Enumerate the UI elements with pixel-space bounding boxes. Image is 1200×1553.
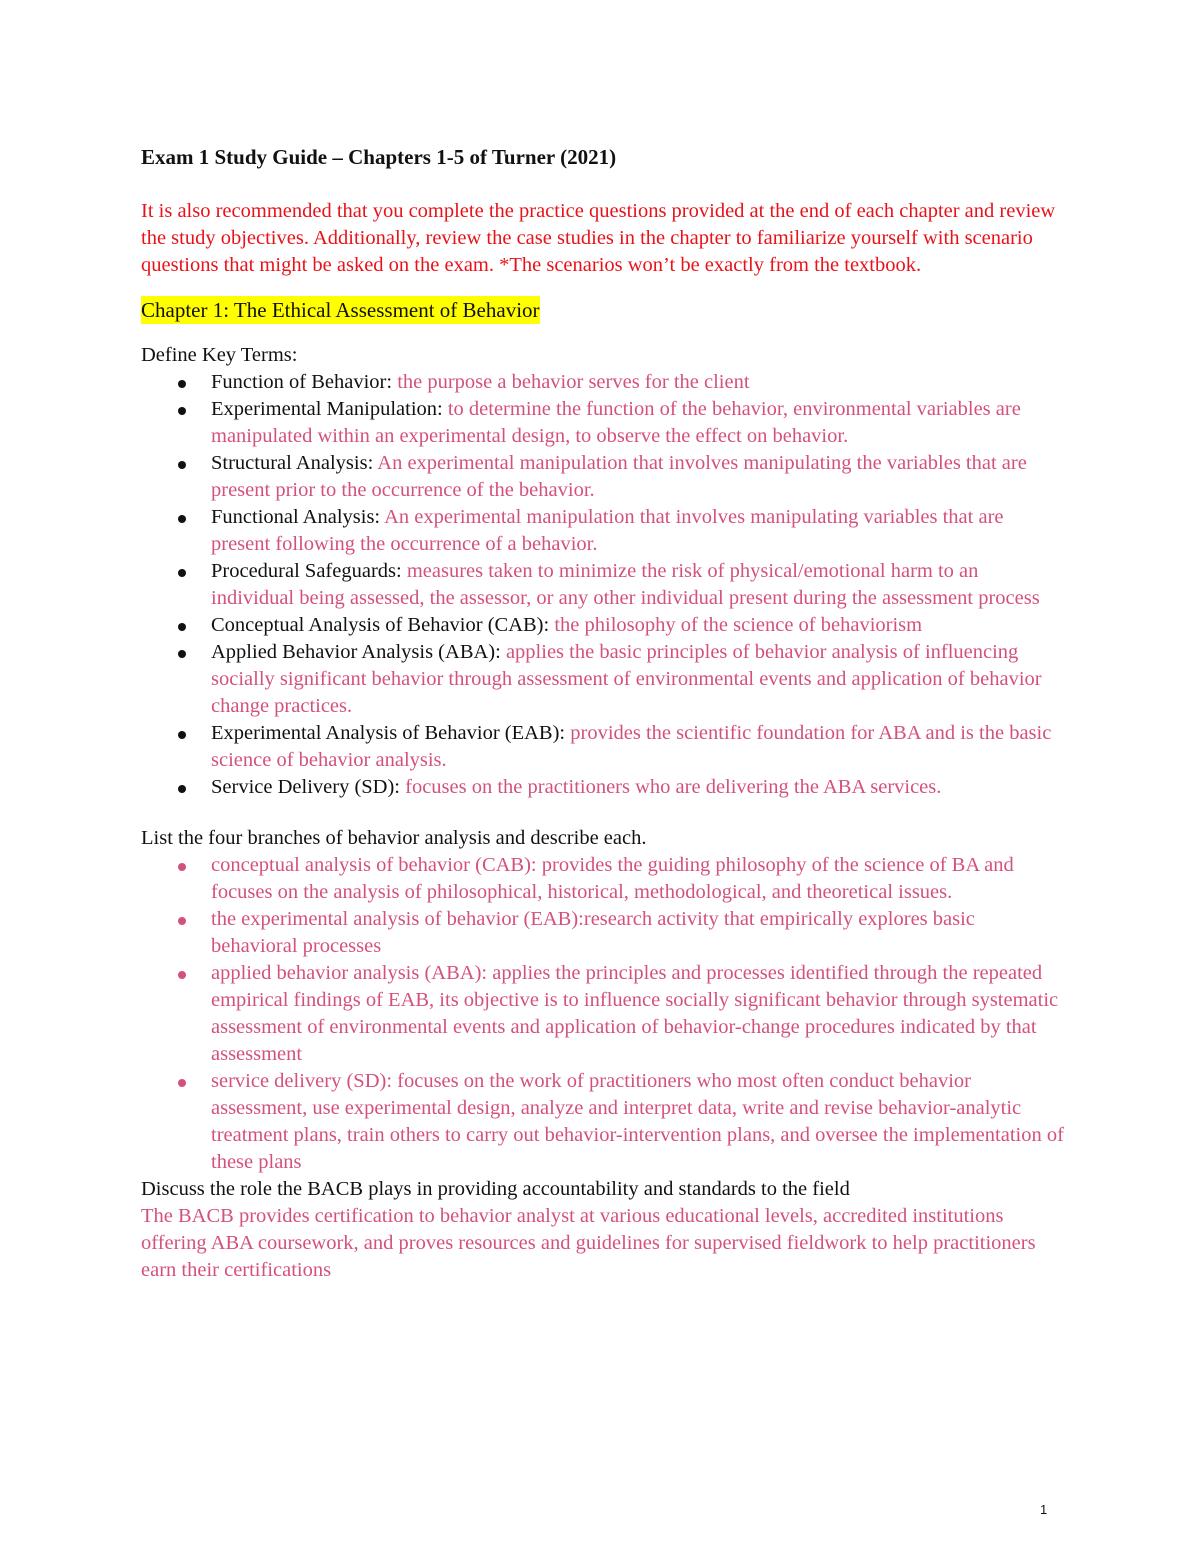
bacb-prompt: Discuss the role the BACB plays in providing accountability and standards to the field	[141, 1178, 850, 1200]
branches-prompt: List the four branches of behavior analysis and describe each.	[141, 827, 647, 849]
key-terms-prompt: Define Key Terms:	[141, 344, 298, 366]
branch-item	[141, 852, 1066, 906]
key-term-item	[141, 612, 1066, 639]
term-definition: focuses on the practitioners who are delivering the ABA services.	[405, 776, 942, 798]
branch-text: service delivery (SD): focuses on the work of practitioners who most often conduct behavior assessment, use experimental design, analyze and interpret data, write and revise behavior-analytic treatment plans, train others to carry out behavior-intervention plans, and oversee the implementation of these plans	[211, 1070, 1064, 1173]
term-label: Functional Analysis:	[211, 506, 385, 528]
key-term-item	[141, 450, 1066, 504]
bullet-icon	[178, 461, 186, 469]
bacb-answer: The BACB provides certification to behavior analyst at various educational levels, accredited institutions offering ABA coursework, and proves resources and guidelines for supervised fieldwork to help practitioners earn their certifications	[141, 1205, 1036, 1281]
study-note: It is also recommended that you complete the practice questions provided at the end of each chapter and review the study objectives. Additionally, review the case studies in the chapter to familiarize yourself with scenario questions that might be asked on the exam. *The scenarios won’t be exactly from the textbook.	[141, 200, 1056, 276]
branches-list	[141, 852, 1066, 1176]
term-label: Structural Analysis:	[211, 452, 378, 474]
chapter-heading: Chapter 1: The Ethical Assessment of Behavior	[141, 298, 540, 322]
key-term-item	[141, 720, 1066, 774]
term-label: Experimental Analysis of Behavior (EAB):	[211, 722, 571, 744]
term-definition: to determine the function of the behavior, environmental variables are manipulated within an experimental design, to observe the effect on behavior.	[211, 398, 1021, 447]
bullet-icon	[178, 971, 186, 979]
document-page	[141, 142, 1066, 1284]
branch-item	[141, 906, 1066, 960]
key-term-item	[141, 639, 1066, 720]
bullet-icon	[178, 623, 186, 631]
bullet-icon	[178, 1079, 186, 1087]
branch-text: applied behavior analysis (ABA): applies the principles and processes identified through the repeated empirical findings of EAB, its objective is to influence socially significant behavior through systematic assessment of environmental events and application of behavior-change procedures indicated by that assessment	[211, 962, 1059, 1065]
bullet-icon	[178, 731, 186, 739]
key-term-item	[141, 774, 1066, 801]
term-definition: measures taken to minimize the risk of physical/emotional harm to an individual being assessed, the assessor, or any other individual present during the assessment process	[211, 560, 1040, 609]
term-definition: An experimental manipulation that involves manipulating variables that are present following the occurrence of a behavior.	[211, 506, 1004, 555]
bullet-icon	[178, 650, 186, 658]
term-definition: the purpose a behavior serves for the client	[397, 371, 750, 393]
key-term-item	[141, 504, 1066, 558]
bullet-icon	[178, 407, 186, 415]
bullet-icon	[178, 917, 186, 925]
key-term-item	[141, 396, 1066, 450]
bullet-icon	[178, 569, 186, 577]
bullet-icon	[178, 785, 186, 793]
key-terms-list	[141, 369, 1066, 801]
term-label: Service Delivery (SD):	[211, 776, 406, 798]
bullet-icon	[178, 380, 186, 388]
branch-item	[141, 1068, 1066, 1176]
branch-text: conceptual analysis of behavior (CAB): provides the guiding philosophy of the science of BA and focuses on the analysis of philosophical, historical, methodological, and theoretical issues.	[211, 854, 1014, 903]
chapter-heading-line	[141, 294, 1066, 326]
page-number: 1	[1040, 1502, 1048, 1517]
page-title: Exam 1 Study Guide – Chapters 1-5 of Turner (2021)	[141, 145, 617, 169]
branch-item	[141, 960, 1066, 1068]
branch-text: the experimental analysis of behavior (EAB):research activity that empirically explores basic behavioral processes	[211, 908, 975, 957]
term-label: Function of Behavior:	[211, 371, 398, 393]
term-definition: the philosophy of the science of behaviorism	[554, 614, 923, 636]
term-definition: provides the scientific foundation for ABA and is the basic science of behavior analysis.	[211, 722, 1052, 771]
bullet-icon	[178, 515, 186, 523]
term-label: Procedural Safeguards:	[211, 560, 407, 582]
key-term-item	[141, 558, 1066, 612]
bullet-icon	[178, 863, 186, 871]
term-definition: applies the basic principles of behavior analysis of influencing socially significant behavior through assessment of environmental events and application of behavior change practices.	[211, 641, 1042, 717]
term-label: Experimental Manipulation:	[211, 398, 448, 420]
key-term-item	[141, 369, 1066, 396]
term-definition: An experimental manipulation that involves manipulating the variables that are present prior to the occurrence of the behavior.	[211, 452, 1027, 501]
term-label: Conceptual Analysis of Behavior (CAB):	[211, 614, 555, 636]
term-label: Applied Behavior Analysis (ABA):	[211, 641, 506, 663]
